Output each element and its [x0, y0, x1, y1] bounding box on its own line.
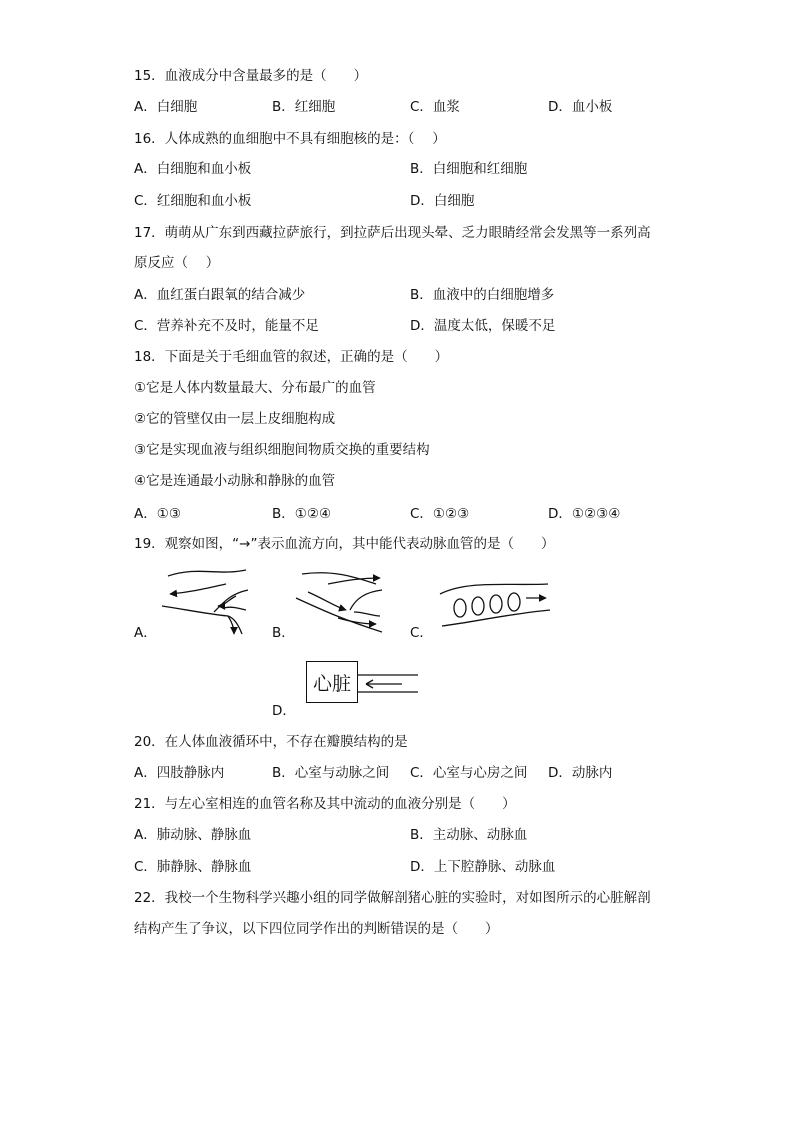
q19-label-b[interactable]: B．	[272, 625, 295, 641]
q17-option-a[interactable]: A．血红蛋白跟氧的结合减少	[134, 287, 306, 303]
q20-stem: 20．在人体血液循环中，不存在瓣膜结构的是	[134, 734, 408, 750]
q21-option-d[interactable]: D．上下腔静脉、动脉血	[410, 859, 556, 875]
q18-option-a[interactable]: A．①③	[134, 506, 181, 522]
q16-option-d[interactable]: D．白细胞	[410, 193, 475, 209]
q17-option-d[interactable]: D．温度太低，保暖不足	[410, 318, 556, 334]
q22-stem-line1: 22．我校一个生物科学兴趣小组的同学做解剖猪心脏的实验时，对如图所示的心脏解剖	[134, 890, 651, 906]
q21-stem: 21．与左心室相连的血管名称及其中流动的血液分别是（ ）	[134, 796, 516, 812]
q16-option-a[interactable]: A．白细胞和血小板	[134, 161, 252, 177]
q15-option-d[interactable]: D．血小板	[548, 99, 613, 115]
q18-option-c[interactable]: C．①②③	[410, 506, 470, 522]
q19-figure-c	[438, 580, 554, 632]
q18-statement-1: ①它是人体内数量最大、分布最广的血管	[134, 380, 376, 396]
q19-label-c[interactable]: C．	[410, 625, 433, 641]
q19-figure-d	[358, 672, 420, 696]
q15-option-c[interactable]: C．血浆	[410, 99, 460, 115]
q16-stem: 16．人体成熟的血细胞中不具有细胞核的是：（ ）	[134, 131, 446, 147]
q15-stem: 15．血液成分中含量最多的是（ ）	[134, 68, 368, 84]
q17-stem-line1: 17．萌萌从广东到西藏拉萨旅行，到拉萨后出现头晕、乏力眼睛经常会发黑等一系列高	[134, 225, 651, 241]
q22-stem-line2: 结构产生了争议，以下四位同学作出的判断错误的是（ ）	[134, 921, 499, 937]
q18-option-d[interactable]: D．①②③④	[548, 506, 621, 522]
q19-figure-b	[292, 566, 392, 638]
q18-statement-3: ③它是实现血液与组织细胞间物质交换的重要结构	[134, 442, 430, 458]
q18-statement-4: ④它是连通最小动脉和静脉的血管	[134, 473, 336, 489]
q16-option-b[interactable]: B．白细胞和红细胞	[410, 161, 528, 177]
q21-option-c[interactable]: C．肺静脉、静脉血	[134, 859, 252, 875]
heart-box	[306, 661, 358, 703]
q21-option-a[interactable]: A．肺动脉、静脉血	[134, 827, 252, 843]
q17-stem-line2: 原反应（ ）	[134, 255, 220, 271]
q19-label-a[interactable]: A．	[134, 625, 157, 641]
q20-option-b[interactable]: B．心室与动脉之间	[272, 765, 390, 781]
q19-label-d[interactable]: D．	[272, 703, 296, 719]
q18-option-b[interactable]: B．①②④	[272, 506, 332, 522]
q20-option-c[interactable]: C．心室与心房之间	[410, 765, 528, 781]
heart-label: 心脏	[312, 672, 351, 695]
q16-option-c[interactable]: C．红细胞和血小板	[134, 193, 252, 209]
q17-option-b[interactable]: B．血液中的白细胞增多	[410, 287, 555, 303]
q17-option-c[interactable]: C．营养补充不及时，能量不足	[134, 318, 319, 334]
q19-stem: 19．观察如图，“→”表示血流方向，其中能代表动脉血管的是（ ）	[134, 536, 555, 552]
q18-statement-2: ②它的管壁仅由一层上皮细胞构成	[134, 411, 336, 427]
q20-option-d[interactable]: D．动脉内	[548, 765, 613, 781]
q18-stem: 18．下面是关于毛细血管的叙述，正确的是（ ）	[134, 349, 449, 365]
q20-option-a[interactable]: A．四肢静脉内	[134, 765, 225, 781]
q21-option-b[interactable]: B．主动脉、动脉血	[410, 827, 528, 843]
q15-option-a[interactable]: A．白细胞	[134, 99, 198, 115]
q15-option-b[interactable]: B．红细胞	[272, 99, 336, 115]
q19-figure-a	[158, 566, 258, 638]
